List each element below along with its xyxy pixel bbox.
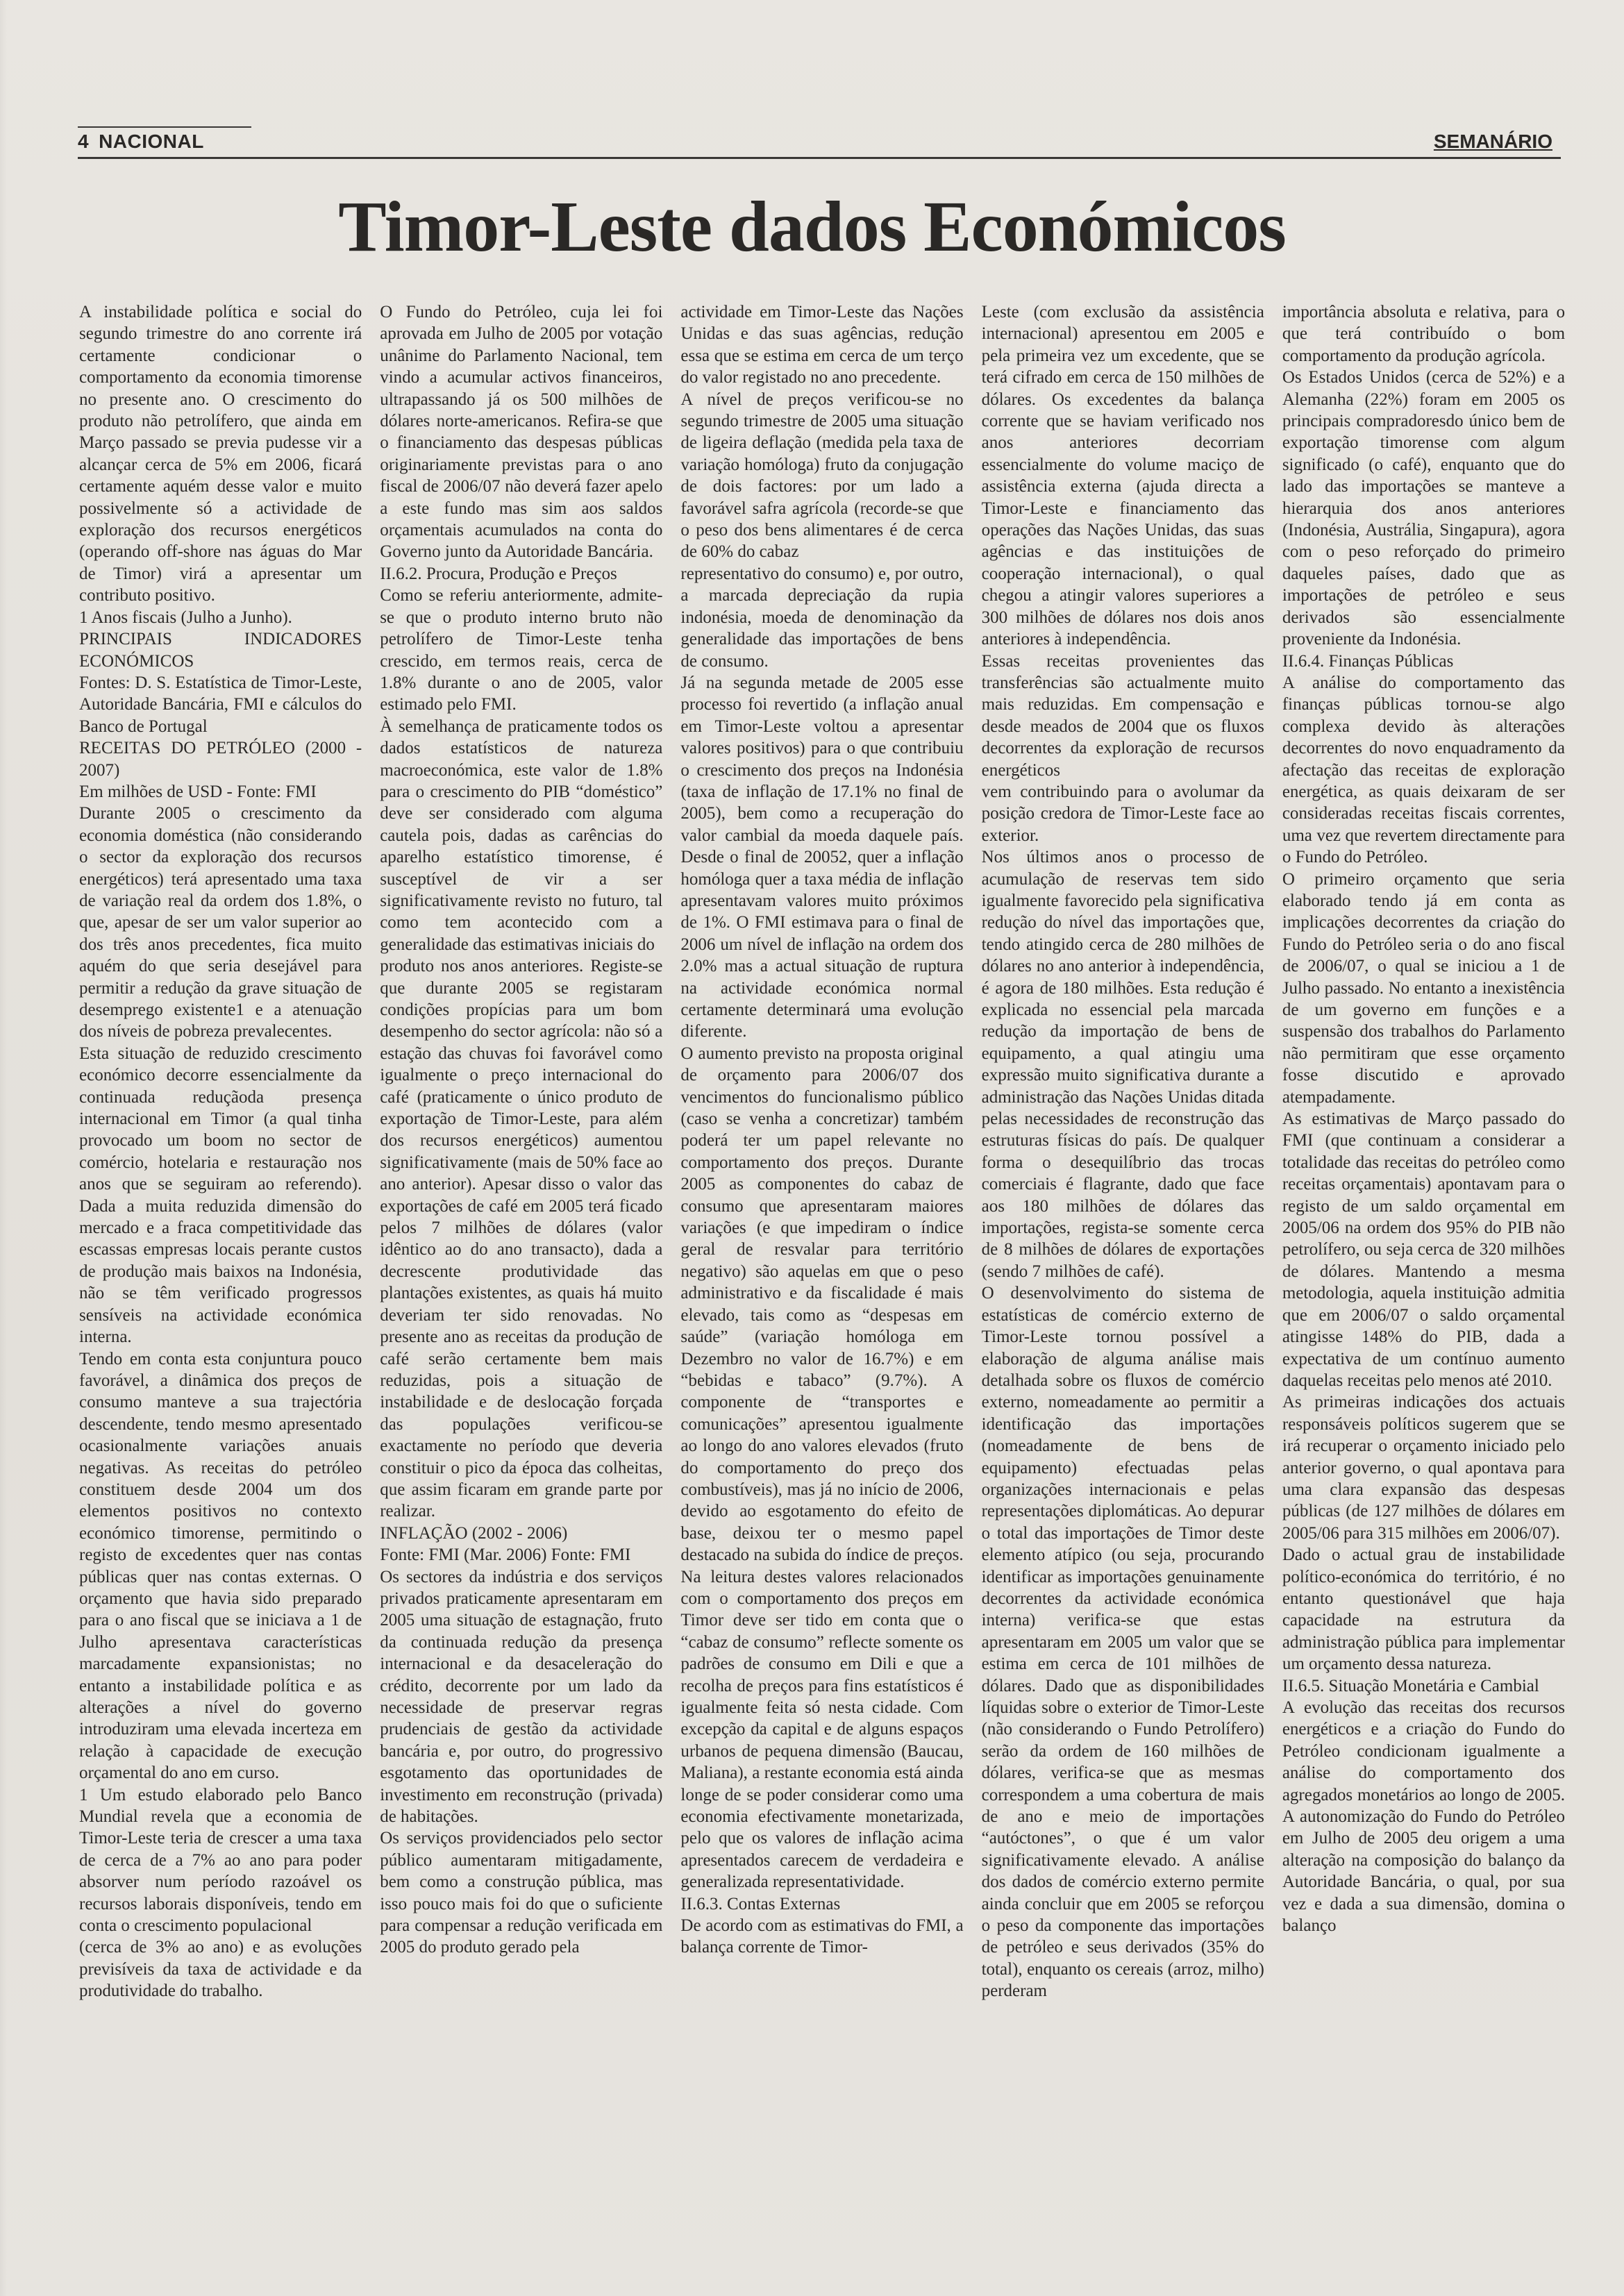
paragraph: Fonte: FMI (Mar. 2006) Fonte: FMI (380, 1545, 631, 1565)
header-left (78, 131, 204, 153)
paragraph: Dado o actual grau de instabilidade político-económica do território, é no entanto questionável que haja capacidade na estrutura da administração pública para implementar um orçamento dessa natureza. (1282, 1545, 1566, 1674)
text-column-1 (79, 301, 362, 2231)
paragraph: Tendo em conta esta conjuntura pouco favorável, a dinâmica dos preços de consumo manteve a sua trajectória descendente, tendo mesmo apresentado ocasionalmente variações anuais negativas. As receitas do petróleo constituem desde 2004 um dos elementos positivos no contexto económico timorense, permitindo o registo de excedentes quer nas contas públicas quer nas contas externas. O orçamento que havia sido preparado para o ano fiscal que se iniciava a 1 de Julho apresentava características marcadamente expansionistas; no entanto a instabilidade política e as alterações a nível do governo introduziram uma elevada incerteza em relação à capacidade de execução orçamental do ano em curso. (79, 1349, 362, 1783)
paragraph: II.6.5. Situação Monetária e Cambial (1282, 1676, 1539, 1695)
paragraph: II.6.4. Finanças Públicas (1282, 651, 1454, 671)
paragraph: (cerca de 3% ao ano) e as evoluções previsíveis da taxa de actividade e da produtividade do trabalho. (79, 1938, 362, 2001)
paragraph: Em milhões de USD - Fonte: FMI (79, 782, 317, 801)
paragraph: actividade em Timor-Leste das Nações Unidas e das suas agências, redução essa que se estima em cerca de um terço do valor registado no ano precedente. (680, 303, 964, 387)
paragraph: Durante 2005 o crescimento da economia doméstica (não considerando o sector da exploração dos recursos energéticos) terá apresentado uma taxa de variação real da ordem dos 1.8%, o que, apesar de ser um valor superior ao dos três anos precedentes, fica muito aquém do que seria desejável para permitir a redução da grave situação de desemprego existente1 e a atenuação dos níveis de pobreza prevalecentes. (79, 804, 362, 1041)
paragraph: 1 Anos fiscais (Julho a Junho). (79, 607, 292, 627)
paragraph: II.6.2. Procura, Produção e Preços (380, 564, 617, 583)
paragraph: À semelhança de praticamente todos os dados estatísticos de natureza macroeconómica, este valor de 1.8% para o crescimento do PIB “doméstico” deve ser considerado com alguma cautela pois, dadas as carências do aparelho estatístico timorense, é susceptível de vir a ser significativamente revisto no futuro, tal como tem acontecido com a generalidade das estimativas iniciais do (380, 717, 663, 954)
paragraph: De acordo com as estimativas do FMI, a balança corrente de Timor- (680, 1916, 964, 1957)
paragraph: RECEITAS DO PETRÓLEO (2000 - 2007) (79, 739, 362, 780)
paragraph: Já na segunda metade de 2005 esse processo foi revertido (a inflação anual em Timor-Leste voltou a apresentar valores positivos) para o que contribuiu o crescimento dos preços na Indonésia (taxa de inflação de 17.1% no final de 2005), bem como a recuperação do valor cambial da moeda daquele país. Desde o final de 20052, quer a inflação homóloga quer a taxa média de inflação apresentavam valores muito próximos de 1%. O FMI estimava para o final de 2006 um nível de inflação na ordem dos 2.0% mas a actual situação de ruptura na actividade económica normal certamente determinará uma evolução diferente. (680, 673, 964, 1041)
article-title: Timor-Leste dados Económicos (338, 187, 1286, 267)
paragraph: A análise do comportamento das finanças públicas tornou-se algo complexa devido às alterações decorrentes do novo enquadramento da afectação das receitas de exploração energética, as quais deixaram de ser consideradas receitas fiscais correntes, uma vez que revertem directamente para o Fundo do Petróleo. (1282, 673, 1566, 867)
paragraph: produto nos anos anteriores. Registe-se que durante 2005 se registaram condições propícias para um bom desempenho do sector agrícola: não só a estação das chuvas foi favorável como igualmente o preço internacional do café (praticamente o único produto de exportação de Timor-Leste, para além dos recursos energéticos) aumentou significativamente (mais de 50% face ao ano anterior). Apesar disso o valor das exportações de café em 2005 terá ficado pelos 7 milhões de dólares (valor idêntico ao do ano transacto), dada a decrescente produtividade das plantações existentes, as quais há muito deveriam ter sido renovadas. No presente ano as receitas da produção de café serão certamente bem mais reduzidas, pois a situação de instabilidade e de deslocação forçada das populações verificou-se exactamente no período que deveria constituir o pico da época das colheitas, que assim ficaram em grande parte por realizar. (380, 957, 663, 1521)
text-column-2 (380, 301, 662, 2231)
paragraph: Nos últimos anos o processo de acumulação de reservas tem sido igualmente favorecido pela significativa redução do nível das importações que, tendo atingido cerca de 280 milhões de dólares no ano anterior à independência, é agora de 180 milhões. Esta redução é explicada no essencial pela marcada redução da importação de bens de equipamento, a qual atingiu uma expressão muito significativa durante a administração das Nações Unidas ditada pelas necessidades de reconstrução das estruturas físicas do país. De qualquer forma o desequilíbrio das trocas comerciais é flagrante, dado que face aos 180 milhões de dólares das importações, regista-se somente cerca de 8 milhões de dólares de exportações (sendo 7 milhões de café). (981, 848, 1264, 1281)
paragraph: As primeiras indicações dos actuais responsáveis políticos sugerem que se irá recuperar o orçamento iniciado pelo anterior governo, o qual apontava para uma clara expansão das despesas públicas (de 127 milhões de dólares em 2005/06 para 315 milhões em 2006/07). (1282, 1393, 1566, 1543)
header-rule (78, 126, 251, 128)
paragraph: As estimativas de Março passado do FMI (que continuam a considerar a totalidade das receitas do petróleo como receitas orçamentais) apontavam para o registo de um saldo orçamental em 2005/06 na ordem dos 95% do PIB não petrolífero, ou seja cerca de 320 milhões de dólares. Mantendo a mesma metodologia, aquela instituição admitia que em 2006/07 o saldo orçamental atingisse 148% do PIB, dada a expectativa de um contínuo aumento daquelas receitas pelo menos até 2010. (1282, 1109, 1566, 1390)
paragraph: O aumento previsto na proposta original de orçamento para 2006/07 dos vencimentos do funcionalismo público (caso se venha a concretizar) também poderá ter um papel relevante no comportamento dos preços. Durante 2005 as componentes do cabaz de consumo que apresentaram maiores variações (e que impediram o índice geral de resvalar para território negativo) são aquelas em que o peso administrativo e da fiscalidade é mais elevado, tais como as “despesas em saúde” (variação homóloga em Dezembro no valor de 16.7%) e em “bebidas e tabaco” (9.7%). A componente de “transportes e comunicações” apresentou igualmente ao longo do ano valores elevados (fruto do comportamento do preço dos combustíveis), mas já no início de 2006, devido ao esgotamento do efeito de base, deixou ter o mesmo papel destacado na subida do índice de preços. Na leitura destes valores relacionados com o comportamento dos preços em Timor deve ser tido em conta que o “cabaz de consumo” reflecte somente os padrões de consumo em Dili e que a recolha de preços para fins estatísticos é igualmente feita só nesta cidade. Com excepção da capital e de alguns espaços urbanos de pequena dimensão (Baucau, Maliana), a restante economia está ainda longe de se poder considerar como uma economia efectivamente monetarizada, pelo que os valores de inflação acima apresentados carecem de verdadeira e generalizada representatividade. (680, 1044, 964, 1892)
text-column-4 (982, 301, 1264, 2231)
paragraph: Os serviços providenciados pelo sector público aumentaram mitigadamente, bem como a construção pública, mas isso pouco mais foi do que o suficiente para compensar a redução verificada em 2005 do produto gerado pela (380, 1829, 663, 1957)
paragraph: A evolução das receitas dos recursos energéticos e a criação do Fundo do Petróleo condicionam igualmente a análise do comportamento dos agregados monetários ao longo de 2005. A autonomização do Fundo do Petróleo em Julho de 2005 deu origem a uma alteração na composição do balanço da Autoridade Bancária, o qual, por sua vez e dada a sua dimensão, domina o balanço (1282, 1698, 1566, 1936)
paragraph: O primeiro orçamento que seria elaborado tendo já em conta as implicações decorrentes da criação do Fundo do Petróleo seria o do ano fiscal de 2006/07, o qual se iniciou a 1 de Julho passado. No entanto a inexistência de um governo em funções e a suspensão dos trabalhos do Parlamento não permitiram que esse orçamento fosse discutido e aprovado atempadamente. (1282, 869, 1566, 1107)
page-header (78, 126, 1561, 159)
text-column-3 (680, 301, 963, 2231)
paragraph: 1 Um estudo elaborado pelo Banco Mundial revela que a economia de Timor-Leste teria de crescer a uma taxa de cerca de a 7% ao ano para poder absorver num período razoável os recursos laborais disponíveis, tendo em conta o crescimento populacional (79, 1785, 362, 1936)
paragraph: Como se referiu anteriormente, admite-se que o produto interno bruto não petrolífero de Timor-Leste tenha crescido, em termos reais, cerca de 1.8% durante o ano de 2005, valor estimado pelo FMI. (380, 586, 663, 714)
paragraph: vem contribuindo para o avolumar da posição credora de Timor-Leste face ao exterior. (981, 782, 1264, 845)
section-name: NACIONAL (99, 131, 204, 152)
paragraph: representativo do consumo) e, por outro, a marcada depreciação da rupia indonésia, moeda de denominação da generalidade das importações de bens de consumo. (680, 564, 964, 671)
paragraph: Fontes: D. S. Estatística de Timor-Leste, Autoridade Bancária, FMI e cálculos do Banco de Portugal (79, 673, 362, 736)
paragraph: importância absoluta e relativa, para o que terá contribuído o bom comportamento da produção agrícola. (1282, 303, 1566, 365)
paragraph: INFLAÇÃO (2002 - 2006) (380, 1523, 568, 1543)
paragraph: O Fundo do Petróleo, cuja lei foi aprovada em Julho de 2005 por votação unânime do Parlamento Nacional, tem vindo a acumular activos financeiros, ultrapassando já os 500 milhões de dólares norte-americanos. Refira-se que o financiamento das despesas públicas originariamente previstas para o ano fiscal de 2006/07 não deverá fazer apelo a este fundo mas sim aos saldos orçamentais acumulados na conta do Governo junto da Autoridade Bancária. (380, 303, 663, 562)
paragraph: Essas receitas provenientes das transferências são actualmente muito mais reduzidas. Em compensação e desde meados de 2004 que os fluxos decorrentes da exploração de recursos energéticos (981, 651, 1264, 780)
paragraph: A nível de preços verificou-se no segundo trimestre de 2005 uma situação de ligeira deflação (medida pela taxa de variação homóloga) fruto da conjugação de dois factores: por um lado a favorável safra agrícola (recorde-se que o peso dos bens alimentares é de cerca de 60% do cabaz (680, 389, 964, 562)
paragraph: Os Estados Unidos (cerca de 52%) e a Alemanha (22%) foram em 2005 os principais compradoresdo único bem de exportação timorense com algum significado (o café), enquanto que do lado das importações se manteve a hierarquia dos anos anteriores (Indonésia, Austrália, Singapura), agora com o peso reforçado do primeiro daqueles países, dado que as importações de petróleo e seus derivados são essencialmente proveniente da Indonésia. (1282, 368, 1566, 649)
page-number: 4 (78, 131, 90, 152)
article-body (79, 301, 1565, 2231)
page-fold-shadow (0, 0, 7, 2296)
paragraph: O desenvolvimento do sistema de estatísticas de comércio externo de Timor-Leste tornou possível a elaboração de alguma análise mais detalhada sobre os fluxos de comércio externo, nomeadamente ao permitir a identificação das importações (nomeadamente de bens de equipamento) efectuadas pelas organizações internacionais e pelas representações diplomáticas. Ao depurar o total das importações de Timor deste elemento atípico (ou seja, procurando identificar as importações genuinamente decorrentes da actividade económica interna) verifica-se que estas apresentaram em 2005 um valor que se estima em cerca de 101 milhões de dólares. Dado que as disponibilidades líquidas sobre o exterior de Timor-Leste (não considerando o Fundo Petrolífero) serão da ordem de 160 milhões de dólares, verifica-se que as mesmas correspondem a uma cobertura de mais de ano e meio de importações “autóctones”, o que é um valor significativamente elevado. A análise dos dados de comércio externo permite ainda concluir que em 2005 se reforçou o peso da componente das importações de petróleo e seus derivados (35% do total), enquanto os cereais (arroz, milho) perderam (981, 1284, 1264, 2001)
publication-name: SEMANÁRIO (1433, 131, 1552, 152)
paragraph: Leste (com exclusão da assistência internacional) apresentou em 2005 e pela primeira vez um excedente, que se terá cifrado em cerca de 150 milhões de dólares. Os excedentes da balança corrente que se haviam verificado nos anos anteriores decorriam essencialmente do volume maciço de assistência externa (ajuda directa a Timor-Leste e financiamento das operações das Nações Unidas, das suas agências e das instituições de cooperação internacional), o qual chegou a atingir valores superiores a 300 milhões de dólares nos dois anos anteriores à independência. (981, 303, 1264, 649)
paragraph: Esta situação de reduzido crescimento económico decorre essencialmente da continuada reduçãoda presença internacional em Timor (a qual tinha provocado um boom no sector de comércio, hotelaria e restauração nos anos que se seguiram ao referendo). Dada a muita reduzida dimensão do mercado e a fraca competitividade das escassas empresas locais perante custos de produção mais baixos na Indonésia, não se têm verificado progressos sensíveis na actividade económica interna. (79, 1044, 362, 1347)
text-column-5 (1282, 301, 1565, 2231)
paragraph: PRINCIPAIS INDICADORES ECONÓMICOS (79, 630, 362, 671)
paragraph: Os sectores da indústria e dos serviços privados praticamente apresentaram em 2005 uma situação de estagnação, fruto da continuada redução da presença internacional e da desaceleração do crédito, decorrente por um lado da necessidade de preservar regras prudenciais de gestão da actividade bancária e, por outro, do progressivo esgotamento das oportunidades de investimento em reconstrução (privada) de habitações. (380, 1567, 663, 1827)
paragraph: II.6.3. Contas Externas (680, 1894, 841, 1913)
paragraph: A instabilidade política e social do segundo trimestre do ano corrente irá certamente condicionar o comportamento da economia timorense no presente ano. O crescimento do produto não petrolífero, que ainda em Março passado se previa pudesse vir a alcançar cerca de 5% em 2006, ficará certamente aquém desse valor e muito possivelmente só a actividade de exploração dos recursos energéticos (operando off-shore nas águas do Mar de Timor) virá a apresentar um contributo positivo. (79, 303, 362, 605)
